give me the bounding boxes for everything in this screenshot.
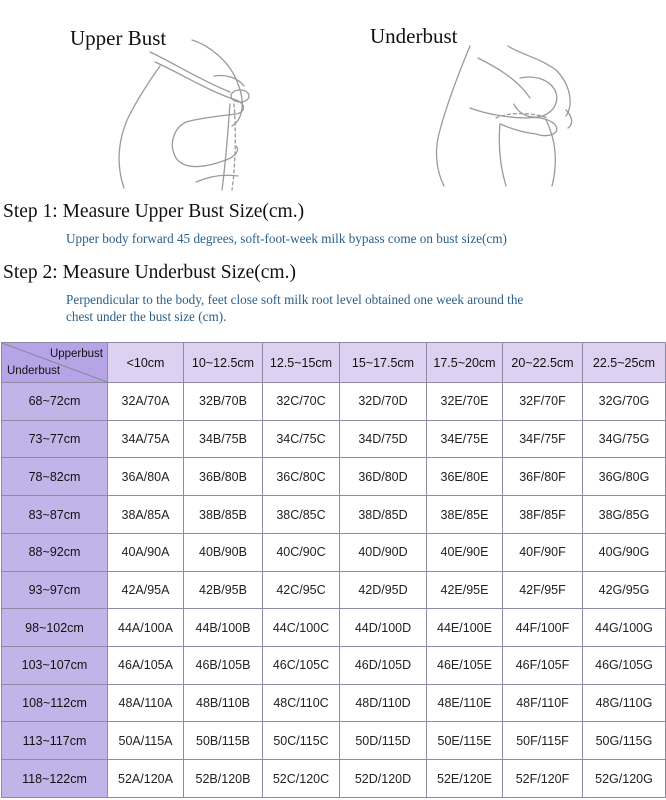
step-1-title: Step 1: Measure Upper Bust Size(cm.) [3, 201, 305, 222]
size-cell: 52G/120G [583, 760, 666, 798]
size-cell: 44C/100C [263, 609, 340, 647]
size-cell: 48D/110D [340, 684, 427, 722]
size-cell: 48A/110A [108, 684, 184, 722]
size-cell: 38C/85C [263, 496, 340, 534]
table-corner-cell [2, 343, 108, 383]
size-cell: 42B/95B [184, 571, 263, 609]
underbust-range-label: 93~97cm [2, 571, 108, 609]
size-cell: 32E/70E [427, 383, 503, 421]
size-cell: 52E/120E [427, 760, 503, 798]
step-2-note-line-2: chest under the bust size (cm). [66, 309, 227, 324]
table-row [2, 496, 666, 534]
underbust-range-label: 68~72cm [2, 383, 108, 421]
size-cell: 46F/105F [503, 647, 583, 685]
size-cell: 32F/70F [503, 383, 583, 421]
size-cell: 32G/70G [583, 383, 666, 421]
size-cell: 34E/75E [427, 420, 503, 458]
column-header: 15~17.5cm [340, 343, 427, 383]
size-cell: 34C/75C [263, 420, 340, 458]
size-cell: 42F/95F [503, 571, 583, 609]
column-header: 22.5~25cm [583, 343, 666, 383]
step-1-note: Upper body forward 45 degrees, soft-foot-week milk bypass come on bust size(cm) [66, 231, 507, 246]
underbust-range-label: 103~107cm [2, 647, 108, 685]
size-cell: 38G/85G [583, 496, 666, 534]
size-cell: 50G/115G [583, 722, 666, 760]
size-cell: 42D/95D [340, 571, 427, 609]
size-cell: 46A/105A [108, 647, 184, 685]
size-cell: 36B/80B [184, 458, 263, 496]
size-cell: 44E/100E [427, 609, 503, 647]
table-row [2, 760, 666, 798]
table-row [2, 609, 666, 647]
size-cell: 50F/115F [503, 722, 583, 760]
size-cell: 38A/85A [108, 496, 184, 534]
size-cell: 46B/105B [184, 647, 263, 685]
size-cell: 40B/90B [184, 533, 263, 571]
underbust-range-label: 73~77cm [2, 420, 108, 458]
underbust-range-label: 98~102cm [2, 609, 108, 647]
size-cell: 36E/80E [427, 458, 503, 496]
size-cell: 44B/100B [184, 609, 263, 647]
size-cell: 38E/85E [427, 496, 503, 534]
corner-upperbust-label: Upperbust [49, 348, 103, 360]
size-cell: 50C/115C [263, 722, 340, 760]
upper-bust-illustration [119, 40, 249, 190]
size-cell: 34A/75A [108, 420, 184, 458]
size-cell: 36D/80D [340, 458, 427, 496]
size-cell: 46G/105G [583, 647, 666, 685]
size-cell: 52A/120A [108, 760, 184, 798]
size-cell: 50A/115A [108, 722, 184, 760]
size-cell: 34D/75D [340, 420, 427, 458]
size-cell: 52D/120D [340, 760, 427, 798]
table-row [2, 722, 666, 760]
column-header: 20~22.5cm [503, 343, 583, 383]
size-cell: 48B/110B [184, 684, 263, 722]
underbust-illustration [437, 46, 572, 186]
size-cell: 40D/90D [340, 533, 427, 571]
column-header: 12.5~15cm [263, 343, 340, 383]
size-cell: 48G/110G [583, 684, 666, 722]
underbust-range-label: 88~92cm [2, 533, 108, 571]
size-cell: 44F/100F [503, 609, 583, 647]
size-cell: 48E/110E [427, 684, 503, 722]
table-row [2, 458, 666, 496]
size-cell: 52C/120C [263, 760, 340, 798]
column-header: <10cm [108, 343, 184, 383]
size-cell: 40C/90C [263, 533, 340, 571]
table-row [2, 684, 666, 722]
table-row [2, 383, 666, 421]
table-row [2, 571, 666, 609]
upper-bust-figure-label: Upper Bust [70, 26, 167, 50]
size-chart-table [1, 342, 666, 798]
size-cell: 48C/110C [263, 684, 340, 722]
underbust-range-label: 113~117cm [2, 722, 108, 760]
size-cell: 42G/95G [583, 571, 666, 609]
size-cell: 52B/120B [184, 760, 263, 798]
size-cell: 32A/70A [108, 383, 184, 421]
size-cell: 38B/85B [184, 496, 263, 534]
size-cell: 50D/115D [340, 722, 427, 760]
underbust-figure-label: Underbust [370, 24, 458, 48]
size-cell: 42A/95A [108, 571, 184, 609]
underbust-range-label: 78~82cm [2, 458, 108, 496]
size-cell: 32C/70C [263, 383, 340, 421]
table-header-row [2, 343, 666, 383]
size-cell: 36G/80G [583, 458, 666, 496]
size-cell: 32B/70B [184, 383, 263, 421]
size-cell: 40A/90A [108, 533, 184, 571]
size-cell: 34G/75G [583, 420, 666, 458]
size-cell: 38F/85F [503, 496, 583, 534]
size-cell: 42E/95E [427, 571, 503, 609]
column-header: 10~12.5cm [184, 343, 263, 383]
size-cell: 38D/85D [340, 496, 427, 534]
size-cell: 48F/110F [503, 684, 583, 722]
size-cell: 46E/105E [427, 647, 503, 685]
size-cell: 44D/100D [340, 609, 427, 647]
size-cell: 40E/90E [427, 533, 503, 571]
size-cell: 34B/75B [184, 420, 263, 458]
table-row [2, 647, 666, 685]
size-cell: 42C/95C [263, 571, 340, 609]
corner-underbust-label: Underbust [7, 365, 61, 377]
size-cell: 46D/105D [340, 647, 427, 685]
size-cell: 52F/120F [503, 760, 583, 798]
size-cell: 36A/80A [108, 458, 184, 496]
size-cell: 32D/70D [340, 383, 427, 421]
underbust-range-label: 83~87cm [2, 496, 108, 534]
size-cell: 36C/80C [263, 458, 340, 496]
size-cell: 46C/105C [263, 647, 340, 685]
size-cell: 40G/90G [583, 533, 666, 571]
table-row [2, 533, 666, 571]
underbust-range-label: 108~112cm [2, 684, 108, 722]
step-2-note-line-1: Perpendicular to the body, feet close soft milk root level obtained one week around the [66, 292, 524, 307]
size-cell: 50B/115B [184, 722, 263, 760]
size-cell: 50E/115E [427, 722, 503, 760]
underbust-range-label: 118~122cm [2, 760, 108, 798]
column-header: 17.5~20cm [427, 343, 503, 383]
size-cell: 44A/100A [108, 609, 184, 647]
step-2-title: Step 2: Measure Underbust Size(cm.) [3, 262, 296, 283]
table-row [2, 420, 666, 458]
size-cell: 36F/80F [503, 458, 583, 496]
size-cell: 34F/75F [503, 420, 583, 458]
size-cell: 44G/100G [583, 609, 666, 647]
size-cell: 40F/90F [503, 533, 583, 571]
